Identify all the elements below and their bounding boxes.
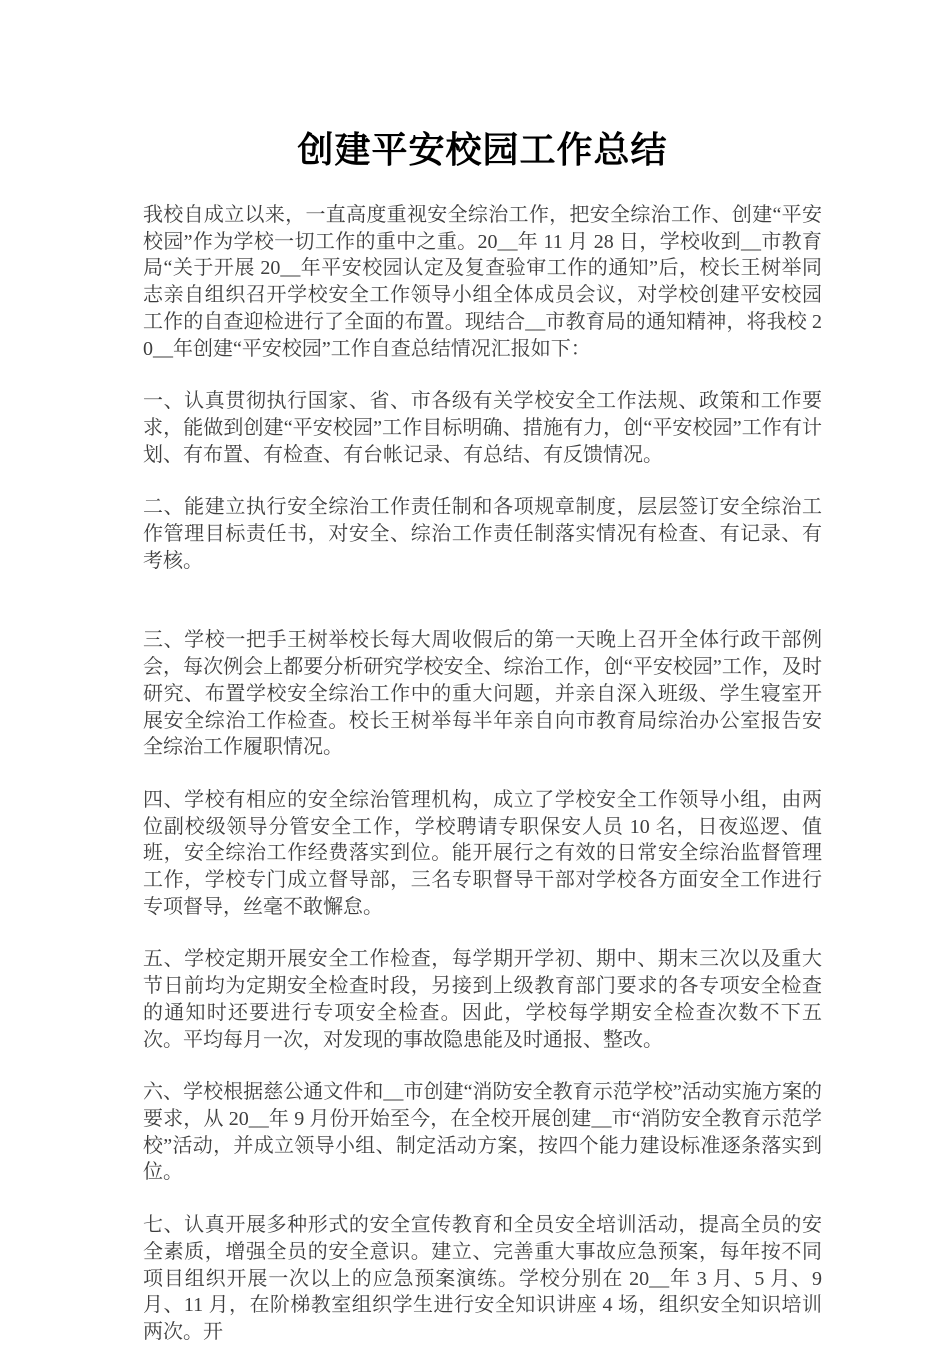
paragraph-item-4: 四、学校有相应的安全综治管理机构，成立了学校安全工作领导小组，由两位副校级领导分管安全工作，学校聘请专职保安人员 10 名，日夜巡逻、值班，安全综治工作经费落实到位。能开展行之有效的日常安全综治监督管理工作，学校专门成立督导部，三名专职督导干部对学校各方面安全工作进行专项督导，丝毫不敢懈怠。: [143, 788, 822, 918]
paragraph-item-1: 一、认真贯彻执行国家、省、市各级有关学校安全工作法规、政策和工作要求，能做到创建“平安校园”工作目标明确、措施有力，创“平安校园”工作有计划、有布置、有检查、有台帐记录、有总结、有反馈情况。: [143, 390, 822, 466]
paragraph-item-5: 五、学校定期开展安全工作检查，每学期开学初、期中、期末三次以及重大节日前均为定期安全检查时段，另接到上级教育部门要求的各专项安全检查的通知时还要进行专项安全检查。因此，学校每学期安全检查次数不下五次。平均每月一次，对发现的事故隐患能及时通报、整改。: [143, 948, 822, 1051]
paragraph-item-7: 七、认真开展多种形式的安全宣传教育和全员安全培训活动，提高全员的安全素质，增强全员的安全意识。建立、完善重大事故应急预案，每年按不同项目组织开展一次以上的应急预案演练。学校分别在 20__年 3 月、5 月、9 月、11 月，在阶梯教室组织学生进行安全知识讲座 4 场，组织安全知识培训两次。开: [143, 1214, 822, 1343]
document-title: 创建平安校园工作总结: [297, 130, 668, 170]
paragraph-item-3: 三、学校一把手王树举校长每大周收假后的第一天晚上召开全体行政干部例会，每次例会上都要分析研究学校安全、综治工作，创“平安校园”工作，及时研究、布置学校安全综治工作中的重大问题，并亲自深入班级、学生寝室开展安全综治工作检查。校长王树举每半年亲自向市教育局综治办公室报告安全综治工作履职情况。: [143, 629, 822, 759]
paragraph-intro: 我校自成立以来，一直高度重视安全综治工作，把安全综治工作、创建“平安校园”作为学校一切工作的重中之重。20__年 11 月 28 日，学校收到__市教育局“关于开展 20__年平安校园认定及复查验审工作的通知”后，校长王树举同志亲自组织召开学校安全工作领导小组全体成员会议，对学校创建平安校园工作的自查迎检进行了全面的布置。现结合__市教育局的通知精神，将我校 20__年创建“平安校园”工作自查总结情况汇报如下：: [143, 204, 822, 360]
paragraph-item-6: 六、学校根据慈公通文件和__市创建“消防安全教育示范学校”活动实施方案的要求，从 20__年 9 月份开始至今，在全校开展创建__市“消防安全教育示范学校”活动，并成立领导小组、制定活动方案，按四个能力建设标准逐条落实到位。: [143, 1081, 822, 1184]
paragraph-item-2: 二、能建立执行安全综治工作责任制和各项规章制度，层层签订安全综治工作管理目标责任书，对安全、综治工作责任制落实情况有检查、有记录、有考核。: [143, 496, 822, 572]
